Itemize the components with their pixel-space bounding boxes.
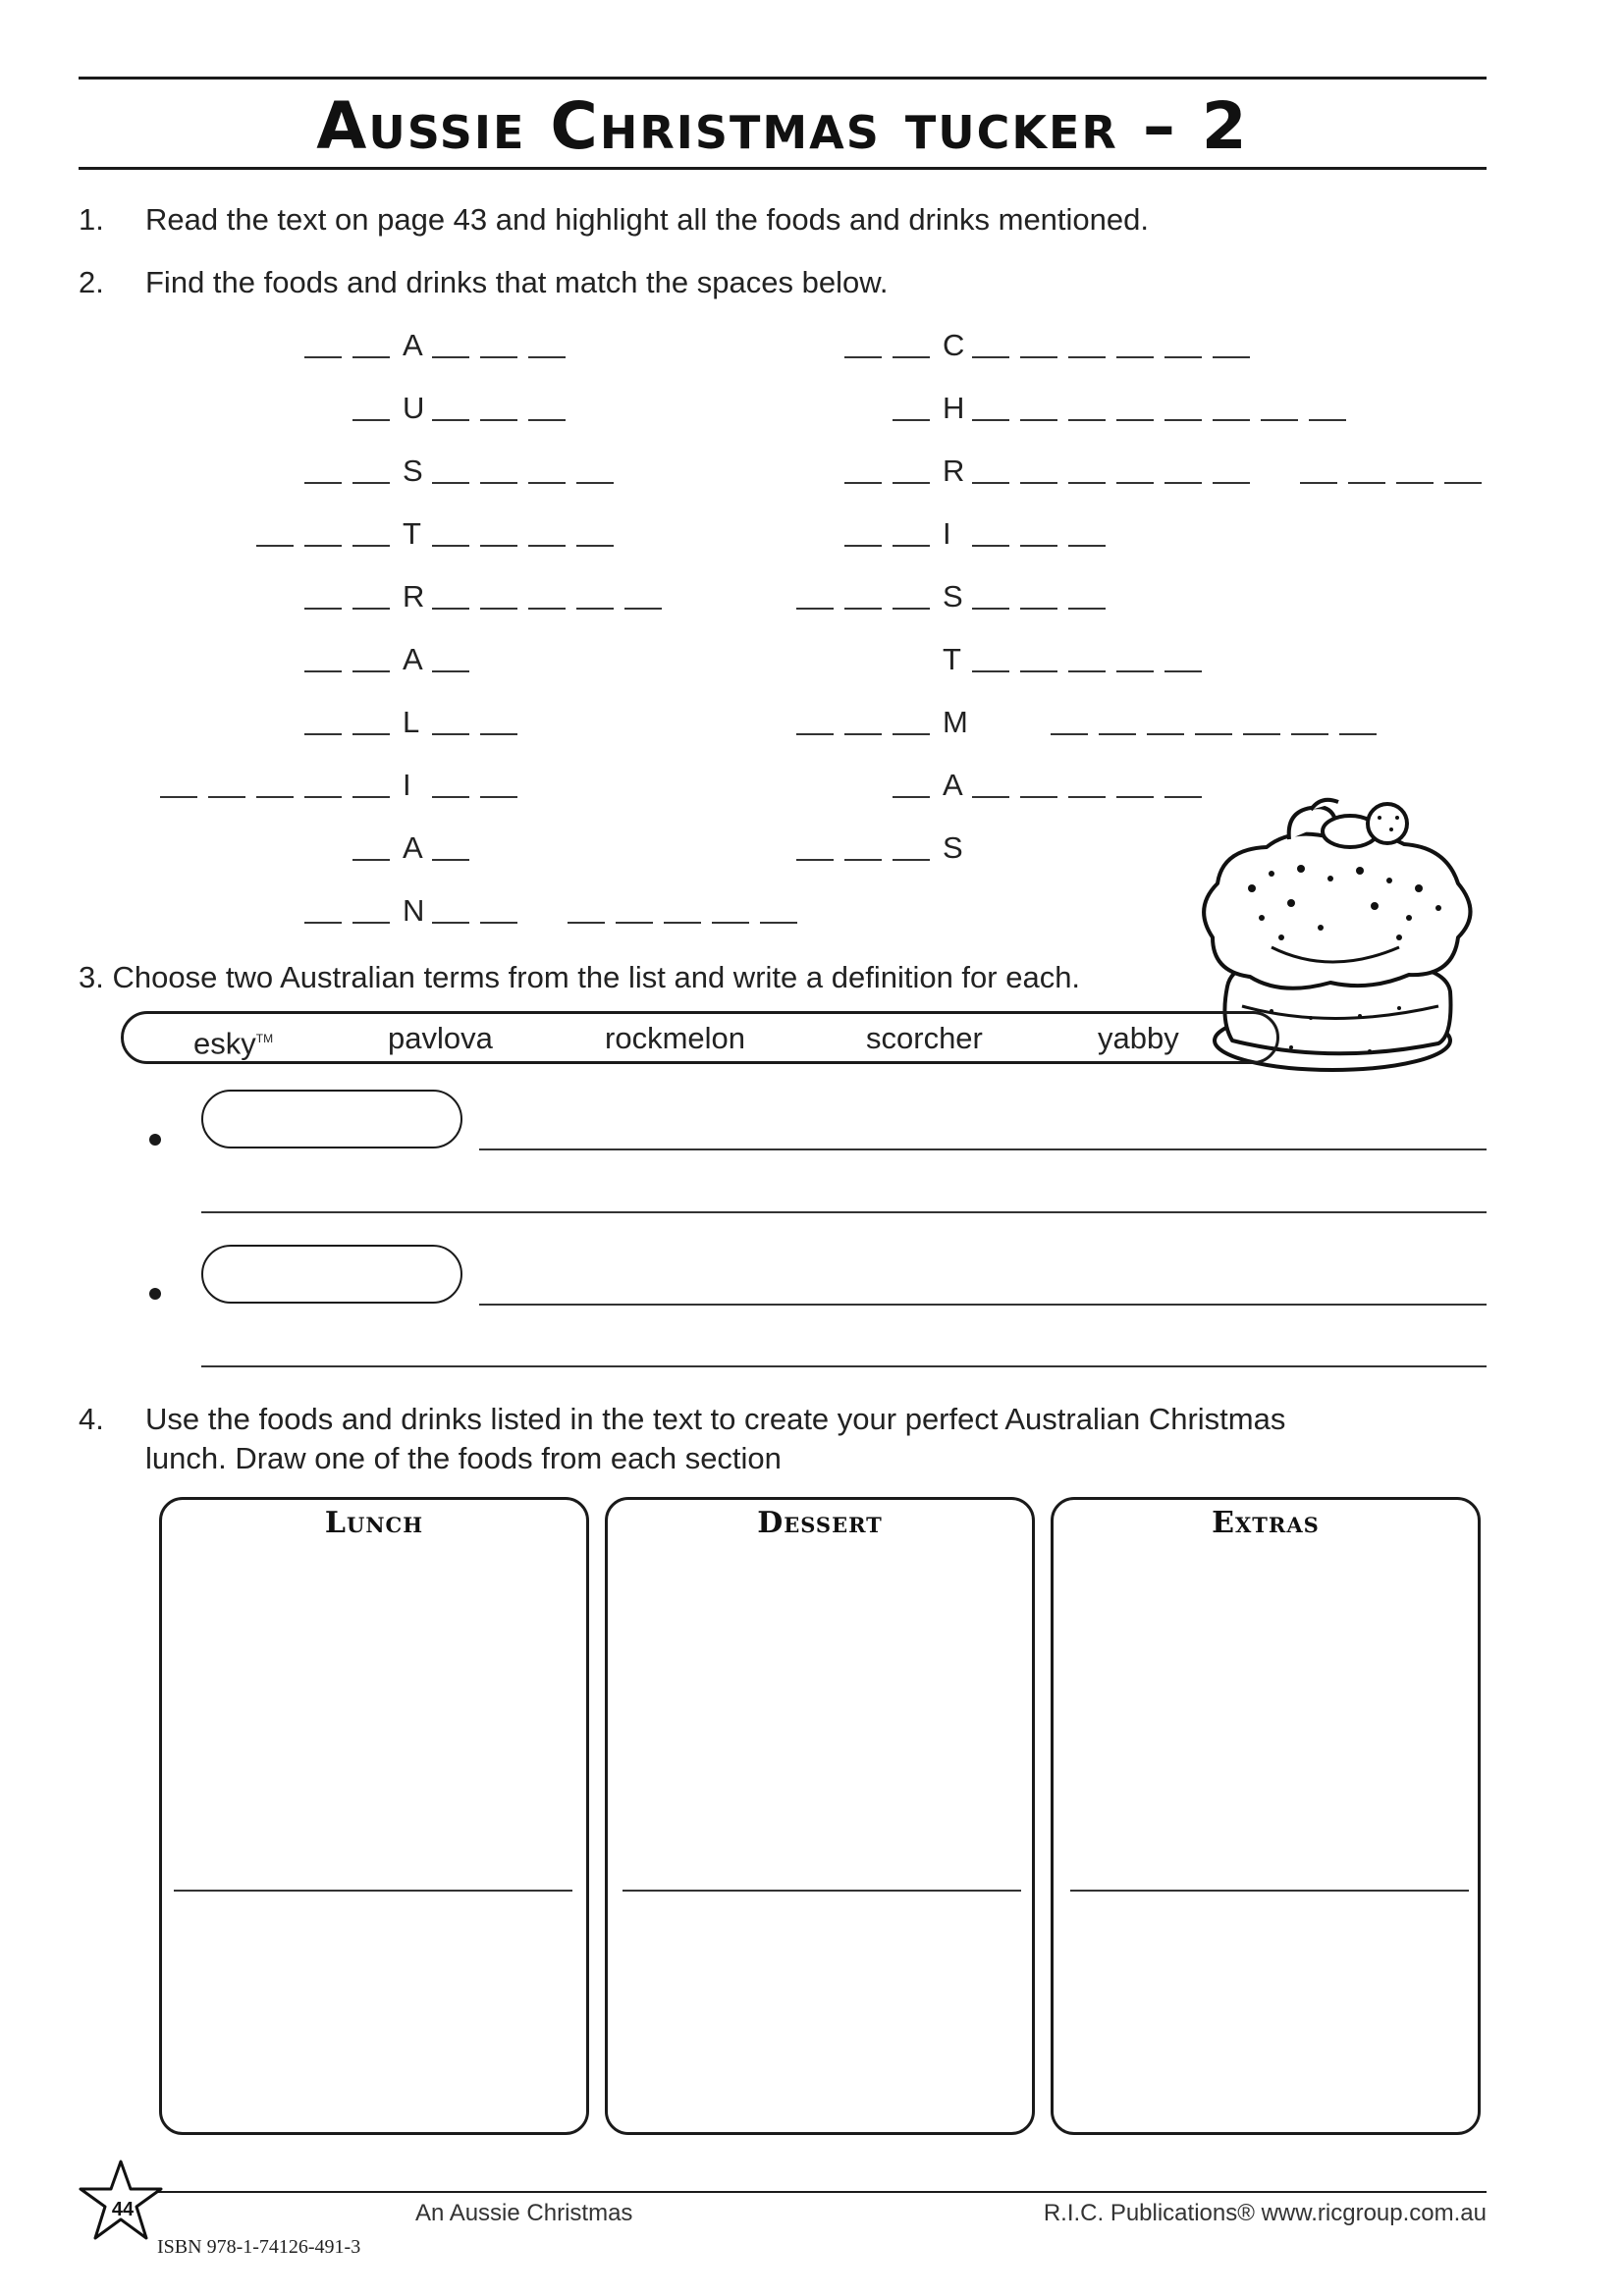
answer-blanks[interactable] [304,577,401,616]
letter-blank[interactable] [432,733,469,735]
letter-blank[interactable] [796,608,834,610]
letter-blank[interactable] [256,545,294,547]
isbn: ISBN 978-1-74126-491-3 [157,2236,361,2258]
answer-blanks[interactable] [304,452,401,491]
question-3-text: 3. Choose two Australian terms from the list and write a definition for each. [79,960,1081,994]
letter-blank[interactable] [893,356,930,358]
letter-blank[interactable] [624,608,662,610]
acrostic-letter: I [403,768,411,802]
answer-blanks[interactable] [432,326,576,365]
acrostic-letter: S [943,830,963,865]
publisher-info: R.I.C. Publications® www.ricgroup.com.au [1043,2200,1487,2226]
letter-blank[interactable] [576,482,614,484]
letter-blank[interactable] [1243,733,1280,735]
trademark-mark: TM [255,1032,274,1045]
letter-blank[interactable] [480,796,517,798]
answer-blanks[interactable] [972,452,1261,491]
letter-blank[interactable] [1020,356,1057,358]
answer-blanks[interactable] [432,389,576,428]
letter-blank[interactable] [480,733,517,735]
letter-blank[interactable] [1051,733,1088,735]
definition-line-1a[interactable] [479,1148,1487,1150]
letter-blank[interactable] [1164,670,1202,672]
letter-blank[interactable] [712,922,749,924]
answer-blanks[interactable] [893,389,941,428]
letter-blank[interactable] [352,922,390,924]
answer-blanks[interactable] [796,577,941,616]
letter-blank[interactable] [893,859,930,861]
letter-blank[interactable] [1020,419,1057,421]
letter-blank[interactable] [1020,482,1057,484]
letter-blank[interactable] [568,922,605,924]
acrostic-letter: T [943,642,961,676]
acrostic-letter: A [403,642,423,676]
letter-blank[interactable] [1020,670,1057,672]
answer-blanks[interactable] [352,389,401,428]
letter-blank[interactable] [893,608,930,610]
answer-blanks[interactable] [432,640,480,679]
letter-blank[interactable] [352,733,390,735]
extras-caption-line[interactable] [1070,1890,1469,1892]
acrostic-letter: A [403,830,423,865]
term-pavlova: pavlova [388,1021,493,1055]
letter-blank[interactable] [1116,419,1154,421]
letter-blank[interactable] [304,922,342,924]
letter-blank[interactable] [352,482,390,484]
letter-blank[interactable] [480,545,517,547]
answer-blanks[interactable] [796,828,941,868]
term-rockmelon: rockmelon [605,1021,745,1055]
answer-blanks[interactable] [844,326,941,365]
letter-blank[interactable] [160,796,197,798]
letter-blank[interactable] [1213,419,1250,421]
letter-blank[interactable] [528,356,566,358]
lunch-heading: Lunch [324,1506,424,1540]
answer-blanks[interactable] [352,828,401,868]
letter-blank[interactable] [528,608,566,610]
dessert-caption-line[interactable] [623,1890,1021,1892]
letter-blank[interactable] [1068,419,1106,421]
letter-blank[interactable] [352,859,390,861]
letter-blank[interactable] [528,482,566,484]
definition-line-2a[interactable] [479,1304,1487,1306]
letter-blank[interactable] [352,356,390,358]
acrostic-letter: S [403,454,423,488]
answer-blanks[interactable] [972,514,1116,554]
letter-blank[interactable] [1068,796,1106,798]
question-1-number: 1. [79,202,104,237]
letter-blank[interactable] [972,796,1009,798]
answer-blanks[interactable] [796,703,941,742]
letter-blank[interactable] [796,859,834,861]
lunch-caption-line[interactable] [174,1890,572,1892]
question-2-number: 2. [79,265,104,299]
letter-blank[interactable] [528,545,566,547]
letter-blank[interactable] [1396,482,1434,484]
letter-blank[interactable] [1116,670,1154,672]
answer-blanks[interactable] [893,766,941,805]
question-2-text: Find the foods and drinks that match the spaces below. [145,265,889,299]
answer-blanks[interactable] [432,452,624,491]
letter-blank[interactable] [1068,545,1106,547]
letter-blank[interactable] [576,545,614,547]
acrostic-letter: A [403,328,423,362]
answer-blanks[interactable] [844,452,941,491]
letter-blank[interactable] [844,356,882,358]
letter-blank[interactable] [480,608,517,610]
term-answer-box-2[interactable] [201,1245,462,1304]
answer-blanks[interactable] [304,891,401,931]
answer-blanks[interactable] [304,703,401,742]
bullet-2 [149,1288,161,1300]
letter-blank[interactable] [1213,482,1250,484]
answer-blanks[interactable] [432,703,528,742]
acrostic-letter: R [403,579,425,614]
answer-blanks[interactable] [972,326,1261,365]
letter-blank[interactable] [480,482,517,484]
letter-blank[interactable] [432,796,469,798]
letter-blank[interactable] [893,419,930,421]
letter-blank[interactable] [480,922,517,924]
lunch-drawing-box[interactable] [159,1497,589,2135]
acrostic-letter: I [943,516,951,551]
definition-line-2b[interactable] [201,1365,1487,1367]
letter-blank[interactable] [893,796,930,798]
question-4 [79,1400,1492,1478]
letter-blank[interactable] [972,545,1009,547]
letter-blank[interactable] [1339,733,1377,735]
letter-blank[interactable] [304,733,342,735]
term-answer-box-1[interactable] [201,1090,462,1148]
answer-blanks[interactable] [568,891,808,931]
letter-blank[interactable] [1164,419,1202,421]
letter-blank[interactable] [352,545,390,547]
letter-blank[interactable] [893,545,930,547]
letter-blank[interactable] [352,796,390,798]
letter-blank[interactable] [664,922,701,924]
letter-blank[interactable] [432,356,469,358]
answer-blanks[interactable] [304,640,401,679]
acrostic-letter: H [943,391,965,425]
letter-blank[interactable] [796,733,834,735]
answer-blanks[interactable] [972,389,1357,428]
letter-blank[interactable] [1068,356,1106,358]
letter-blank[interactable] [432,482,469,484]
letter-blank[interactable] [352,670,390,672]
letter-blank[interactable] [1195,733,1232,735]
answer-blanks[interactable] [972,577,1116,616]
extras-heading: Extras [1212,1506,1320,1540]
letter-blank[interactable] [1020,608,1057,610]
letter-blank[interactable] [432,670,469,672]
letter-blank[interactable] [528,419,566,421]
letter-blank[interactable] [893,733,930,735]
answer-blanks[interactable] [432,891,528,931]
letter-blank[interactable] [844,608,882,610]
letter-blank[interactable] [1164,482,1202,484]
question-1 [79,200,1453,240]
letter-blank[interactable] [480,356,517,358]
bullet-1 [149,1134,161,1146]
answer-blanks[interactable] [1300,452,1492,491]
letter-blank[interactable] [1300,482,1337,484]
page-number: 44 [111,2199,135,2220]
answer-blanks[interactable] [432,514,624,554]
acrostic-letter: N [403,893,425,928]
letter-blank[interactable] [1291,733,1328,735]
answer-blanks[interactable] [160,766,401,805]
letter-blank[interactable] [1068,670,1106,672]
acrostic-letter: L [403,705,420,739]
letter-blank[interactable] [972,419,1009,421]
letter-blank[interactable] [432,922,469,924]
letter-blank[interactable] [972,482,1009,484]
letter-blank[interactable] [844,545,882,547]
answer-blanks[interactable] [1051,703,1387,742]
term-yabby: yabby [1098,1021,1179,1055]
dessert-drawing-box[interactable] [605,1497,1035,2135]
letter-blank[interactable] [1020,545,1057,547]
letter-blank[interactable] [760,922,797,924]
acrostic-letter: T [403,516,421,551]
acrostic-letter: S [943,579,963,614]
letter-blank[interactable] [352,419,390,421]
answer-blanks[interactable] [972,640,1213,679]
answer-blanks[interactable] [304,326,401,365]
letter-blank[interactable] [1164,356,1202,358]
answer-blanks[interactable] [844,514,941,554]
letter-blank[interactable] [304,670,342,672]
letter-blank[interactable] [972,356,1009,358]
letter-blank[interactable] [576,608,614,610]
letter-blank[interactable] [432,545,469,547]
answer-blanks[interactable] [256,514,401,554]
letter-blank[interactable] [1309,419,1346,421]
answer-blanks[interactable] [432,828,480,868]
letter-blank[interactable] [304,356,342,358]
footer-rule [147,2191,1487,2193]
term-esky-label: esky [193,1026,256,1061]
answer-blanks[interactable] [432,766,528,805]
letter-blank[interactable] [352,608,390,610]
letter-blank[interactable] [304,482,342,484]
letter-blank[interactable] [1116,796,1154,798]
letter-blank[interactable] [972,670,1009,672]
page-title: Aussie Christmas tucker – 2 [316,88,1249,164]
letter-blank[interactable] [432,859,469,861]
question-4-number: 4. [79,1402,104,1436]
letter-blank[interactable] [304,545,342,547]
letter-blank[interactable] [1444,482,1482,484]
letter-blank[interactable] [304,796,342,798]
letter-blank[interactable] [1147,733,1184,735]
term-esky [193,1019,273,1063]
acrostic-letter: C [943,328,965,362]
letter-blank[interactable] [1020,796,1057,798]
question-4-line-2: lunch. Draw one of the foods from each section [145,1441,782,1475]
acrostic-letter: U [403,391,425,425]
letter-blank[interactable] [1213,356,1250,358]
acrostic-letter: M [943,705,968,739]
letter-blank[interactable] [844,733,882,735]
letter-blank[interactable] [844,482,882,484]
letter-blank[interactable] [304,608,342,610]
letter-blank[interactable] [480,419,517,421]
letter-blank[interactable] [1099,733,1136,735]
letter-blank[interactable] [616,922,653,924]
term-scorcher: scorcher [866,1021,983,1055]
top-rule [79,77,1487,80]
letter-blank[interactable] [1348,482,1385,484]
letter-blank[interactable] [1116,356,1154,358]
extras-drawing-box[interactable] [1051,1497,1481,2135]
question-4-line-1: Use the foods and drinks listed in the text to create your perfect Australian Christmas [145,1402,1286,1436]
question-1-text: Read the text on page 43 and highlight all the foods and drinks mentioned. [145,202,1150,237]
letter-blank[interactable] [256,796,294,798]
letter-blank[interactable] [432,608,469,610]
book-title: An Aussie Christmas [415,2200,633,2226]
letter-blank[interactable] [1261,419,1298,421]
definition-line-1b[interactable] [201,1211,1487,1213]
letter-blank[interactable] [1068,482,1106,484]
answer-blanks[interactable] [432,577,673,616]
letter-blank[interactable] [1068,608,1106,610]
acrostic-letter: R [943,454,965,488]
dessert-heading: Dessert [757,1506,883,1540]
title-underline [79,167,1487,170]
letter-blank[interactable] [1116,482,1154,484]
letter-blank[interactable] [432,419,469,421]
acrostic-letter: A [943,768,963,802]
letter-blank[interactable] [208,796,245,798]
letter-blank[interactable] [893,482,930,484]
letter-blank[interactable] [844,859,882,861]
letter-blank[interactable] [972,608,1009,610]
question-2 [79,263,1453,302]
